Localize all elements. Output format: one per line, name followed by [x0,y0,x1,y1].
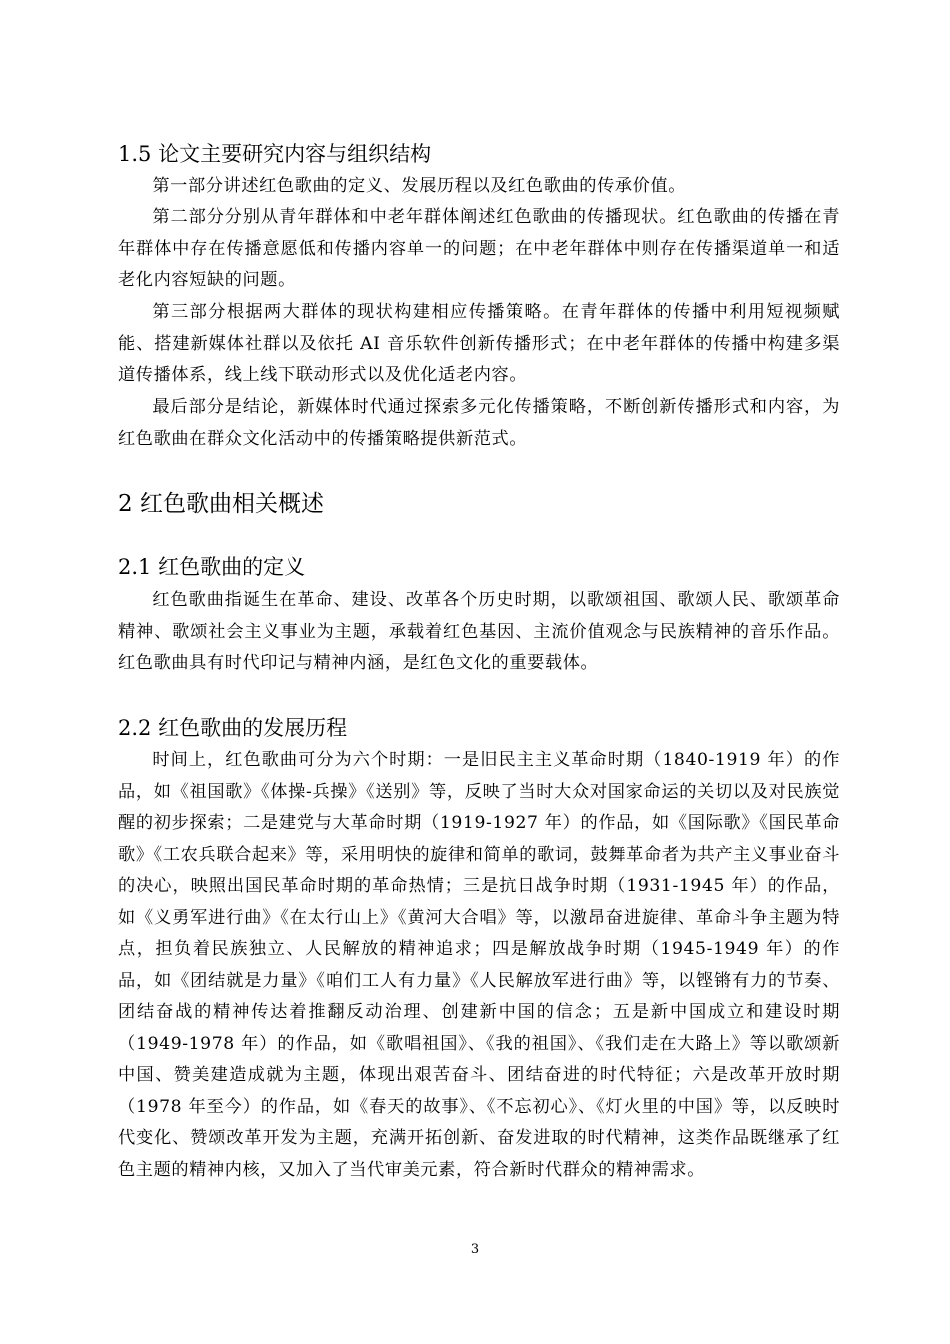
section-1-5-paragraph-2: 第二部分分别从青年群体和中老年群体阐述红色歌曲的传播现状。红色歌曲的传播在青年群体中存在传播意愿低和传播内容单一的问题；在中老年群体中则存在传播渠道单一和适老化内容短缺的问题。 [118,207,840,290]
section-2-2-paragraph: 时间上，红色歌曲可分为六个时期：一是旧民主主义革命时期（1840-1919 年）的作品，如《祖国歌》《体操-兵操》《送别》等，反映了当时大众对国家命运的关切以及对民族觉醒的初步探索；二是建党与大革命时期（1919-1927 年）的作品，如《国际歌》《国民革命歌》《工农兵联合起来》等，采用明快的旋律和简单的歌词，鼓舞革命者为共产主义事业奋斗的决心，映照出国民革命时期的革命热情；三是抗日战争时期（1931-1945 年）的作品，如《义勇军进行曲》《在太行山上》《黄河大合唱》等，以激昂奋进旋律、革命斗争主题为特点，担负着民族独立、人民解放的精神追求；四是解放战争时期（1945-1949 年）的作品，如《团结就是力量》《咱们工人有力量》《人民解放军进行曲》等，以铿锵有力的节奏、团结奋战的精神传达着推翻反动治理、创建新中国的信念；五是新中国成立和建设时期（1949-1978 年）的作品，如《歌唱祖国》、《我的祖国》、《我们走在大路上》等以歌颂新中国、赞美建造成就为主题，体现出艰苦奋斗、团结奋进的时代特征；六是改革开放时期（1978 年至今）的作品，如《春天的故事》、《不忘初心》、《灯火里的中国》等，以反映时代变化、赞颂改革开发为主题，充满开拓创新、奋发进取的时代精神，这类作品既继承了红色主题的精神内核，又加入了当代审美元素，符合新时代群众的精神需求。 [118,750,840,1180]
section-2-1-heading: 2.1 红色歌曲的定义 [118,555,306,579]
section-2-1-paragraph: 红色歌曲指诞生在革命、建设、改革各个历史时期，以歌颂祖国、歌颂人民、歌颂革命精神、歌颂社会主义事业为主题，承载着红色基因、主流价值观念与民族精神的音乐作品。红色歌曲具有时代印记与精神内涵，是红色文化的重要载体。 [118,590,840,673]
chapter-2-heading: 2 红色歌曲相关概述 [118,491,324,517]
section-1-5-paragraph-1: 第一部分讲述红色歌曲的定义、发展历程以及红色歌曲的传承价值。 [152,176,687,196]
section-1-5-paragraph-4: 最后部分是结论，新媒体时代通过探索多元化传播策略，不断创新传播形式和内容，为红色歌曲在群众文化活动中的传播策略提供新范式。 [118,397,840,449]
section-1-5-paragraph-3: 第三部分根据两大群体的现状构建相应传播策略。在青年群体的传播中利用短视频赋能、搭建新媒体社群以及依托 AI 音乐软件创新传播形式；在中老年群体的传播中构建多渠道传播体系，线上线下联动形式以及优化适老内容。 [118,302,840,385]
section-2-2-heading: 2.2 红色歌曲的发展历程 [118,716,348,740]
page-number: 3 [470,1242,480,1257]
section-1-5-heading: 1.5 论文主要研究内容与组织结构 [118,142,432,166]
